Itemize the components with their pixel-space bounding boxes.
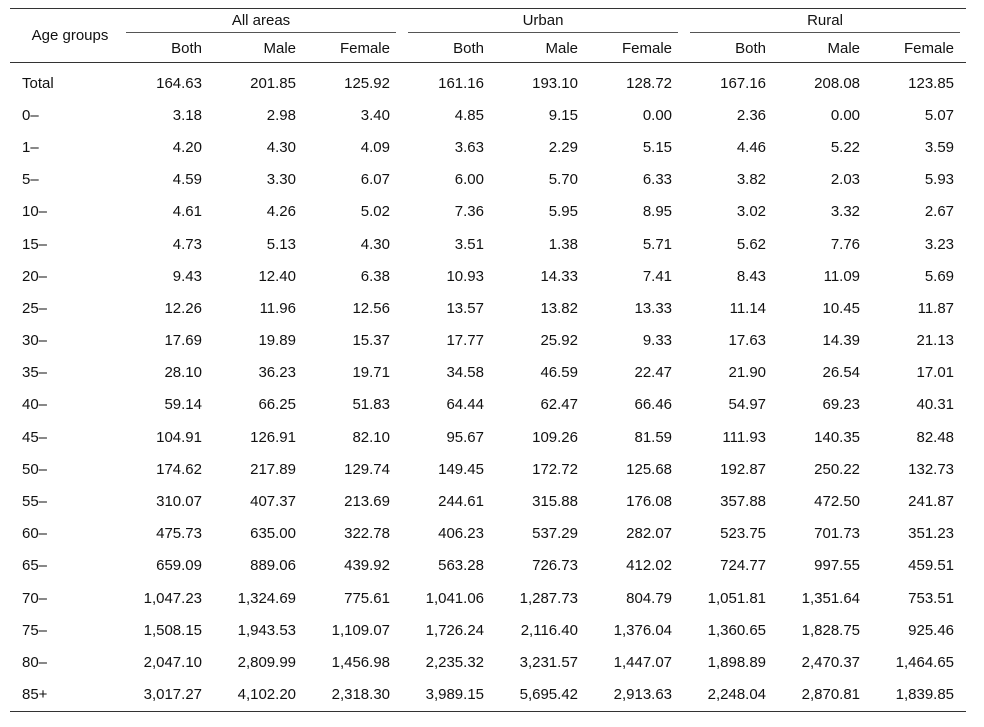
rate-cell: 4.20 xyxy=(172,138,202,156)
rate-cell: 176.08 xyxy=(626,493,673,511)
table-row xyxy=(10,357,966,389)
rate-cell: 4.85 xyxy=(454,106,484,124)
table-row xyxy=(10,582,966,614)
age-group-cell: 60– xyxy=(22,525,48,543)
rate-cell: 1,898.89 xyxy=(707,653,767,671)
rate-cell: 13.82 xyxy=(540,299,578,317)
age-group-cell: 75– xyxy=(22,621,48,639)
rate-cell: 5.69 xyxy=(924,267,955,285)
group-header-all-areas xyxy=(120,9,402,36)
age-group-cell: 30– xyxy=(22,332,48,350)
rate-cell: 7.36 xyxy=(454,203,484,221)
rate-cell: 659.09 xyxy=(156,557,202,575)
subcolumn-header-row xyxy=(10,35,966,63)
rate-cell: 459.51 xyxy=(908,557,955,575)
table-row xyxy=(10,164,966,196)
rate-cell: 1.38 xyxy=(548,235,578,253)
rate-cell: 537.29 xyxy=(532,525,578,543)
rate-cell: 193.10 xyxy=(532,74,578,92)
rate-cell: 2,470.37 xyxy=(801,653,861,671)
table-row xyxy=(10,99,966,131)
rate-cell: 5.07 xyxy=(924,106,955,124)
data-table-container xyxy=(10,8,966,712)
rate-cell: 2,047.10 xyxy=(143,653,202,671)
rate-cell: 167.16 xyxy=(720,74,767,92)
rate-cell: 5.22 xyxy=(830,138,861,156)
rate-cell: 1,109.07 xyxy=(331,621,390,639)
rate-cell: 3.18 xyxy=(172,106,202,124)
rate-cell: 3.23 xyxy=(924,235,955,253)
table-row xyxy=(10,325,966,357)
rate-cell: 149.45 xyxy=(438,460,484,478)
rate-cell: 5.02 xyxy=(360,203,390,221)
rate-cell: 8.43 xyxy=(736,267,767,285)
rate-cell: 1,324.69 xyxy=(237,589,296,607)
rate-cell: 6.00 xyxy=(454,171,484,189)
rate-cell: 59.14 xyxy=(164,396,202,414)
rate-cell: 132.73 xyxy=(908,460,955,478)
rate-cell: 5.71 xyxy=(642,235,673,253)
rate-cell: 5.15 xyxy=(642,138,673,156)
age-group-cell: 1– xyxy=(22,138,39,156)
rate-cell: 1,456.98 xyxy=(331,653,390,671)
table-row xyxy=(10,196,966,228)
rate-cell: 925.46 xyxy=(908,621,955,639)
rate-cell: 2,870.81 xyxy=(778,679,872,712)
rate-cell: 322.78 xyxy=(344,525,390,543)
age-group-cell: 80– xyxy=(22,653,48,671)
rate-cell: 2,318.30 xyxy=(308,679,402,712)
rate-cell: 11.14 xyxy=(729,299,767,317)
rate-cell: 406.23 xyxy=(438,525,484,543)
rate-cell: 3,231.57 xyxy=(519,653,578,671)
rate-cell: 17.69 xyxy=(164,332,202,350)
age-group-cell: 35– xyxy=(22,364,48,382)
rate-cell: 69.23 xyxy=(822,396,861,414)
rate-cell: 351.23 xyxy=(908,525,955,543)
rate-cell: 3.59 xyxy=(924,138,955,156)
rate-cell: 81.59 xyxy=(634,428,673,446)
rate-cell: 1,828.75 xyxy=(801,621,861,639)
rate-cell: 1,464.65 xyxy=(895,653,955,671)
rate-cell: 40.31 xyxy=(916,396,955,414)
table-row xyxy=(10,260,966,292)
rate-cell: 775.61 xyxy=(344,589,390,607)
rate-cell: 192.87 xyxy=(720,460,767,478)
table-row xyxy=(10,63,966,100)
rate-cell: 9.43 xyxy=(172,267,202,285)
rate-cell: 4.30 xyxy=(360,235,390,253)
rate-cell: 19.89 xyxy=(258,332,296,350)
rate-cell: 172.72 xyxy=(532,460,578,478)
subcolumn-header: Male xyxy=(496,35,590,63)
rate-cell: 8.95 xyxy=(642,203,673,221)
age-groups-header: Age groups xyxy=(10,9,120,63)
rate-cell: 4.26 xyxy=(266,203,296,221)
subcolumn-header: Both xyxy=(402,35,496,63)
table-row xyxy=(10,228,966,260)
rate-cell: 726.73 xyxy=(532,557,578,575)
rate-cell: 2.36 xyxy=(736,106,767,124)
rate-cell: 34.58 xyxy=(446,364,484,382)
rate-cell: 5.70 xyxy=(548,171,578,189)
age-group-cell: 70– xyxy=(22,589,48,607)
age-group-cell: Total xyxy=(22,74,54,92)
rate-cell: 17.63 xyxy=(728,332,767,350)
rate-cell: 3.40 xyxy=(360,106,390,124)
rate-cell: 439.92 xyxy=(344,557,390,575)
rate-cell: 28.10 xyxy=(164,364,202,382)
rate-cell: 3.30 xyxy=(266,171,296,189)
rate-cell: 62.47 xyxy=(540,396,578,414)
rate-cell: 82.10 xyxy=(352,428,390,446)
rate-cell: 11.87 xyxy=(917,299,955,317)
table-row xyxy=(10,679,966,712)
rate-cell: 201.85 xyxy=(250,74,296,92)
rate-cell: 13.33 xyxy=(634,299,673,317)
rate-cell: 7.76 xyxy=(830,235,861,253)
rate-cell: 64.44 xyxy=(446,396,484,414)
rate-cell: 21.90 xyxy=(728,364,767,382)
rate-cell: 5.95 xyxy=(548,203,578,221)
rate-cell: 161.16 xyxy=(438,74,484,92)
age-group-cell: 5– xyxy=(22,171,39,189)
rate-cell: 889.06 xyxy=(250,557,296,575)
rate-cell: 6.07 xyxy=(360,171,390,189)
age-group-cell: 20– xyxy=(22,267,48,285)
rate-cell: 5.93 xyxy=(924,171,955,189)
rate-cell: 129.74 xyxy=(344,460,390,478)
rate-cell: 4.30 xyxy=(266,138,296,156)
rate-cell: 66.25 xyxy=(258,396,296,414)
rate-cell: 4.73 xyxy=(172,235,202,253)
rate-cell: 12.56 xyxy=(352,299,390,317)
rate-cell: 104.91 xyxy=(156,428,202,446)
rate-cell: 407.37 xyxy=(250,493,296,511)
group-header-row xyxy=(10,9,966,36)
rate-cell: 250.22 xyxy=(814,460,861,478)
table-row xyxy=(10,518,966,550)
rate-cell: 753.51 xyxy=(908,589,955,607)
rate-cell: 66.46 xyxy=(634,396,673,414)
rate-cell: 126.91 xyxy=(250,428,296,446)
group-header-label: All areas xyxy=(126,12,396,33)
rate-cell: 2.98 xyxy=(266,106,296,124)
rate-cell: 1,508.15 xyxy=(143,621,202,639)
rate-cell: 310.07 xyxy=(156,493,202,511)
rate-cell: 3.82 xyxy=(736,171,767,189)
rate-cell: 724.77 xyxy=(720,557,767,575)
age-group-cell: 40– xyxy=(22,396,48,414)
rate-cell: 10.45 xyxy=(822,299,861,317)
rate-cell: 36.23 xyxy=(258,364,296,382)
rate-cell: 109.26 xyxy=(532,428,578,446)
rate-cell: 14.33 xyxy=(540,267,578,285)
rate-cell: 13.57 xyxy=(446,299,484,317)
subcolumn-header: Female xyxy=(872,35,966,63)
rate-cell: 5.13 xyxy=(266,235,296,253)
rate-cell: 701.73 xyxy=(814,525,861,543)
mortality-rate-table xyxy=(10,8,966,712)
rate-cell: 26.54 xyxy=(822,364,861,382)
rate-cell: 46.59 xyxy=(540,364,578,382)
rate-cell: 523.75 xyxy=(720,525,767,543)
rate-cell: 2,809.99 xyxy=(237,653,296,671)
rate-cell: 11.09 xyxy=(823,267,861,285)
table-row xyxy=(10,614,966,646)
rate-cell: 804.79 xyxy=(626,589,673,607)
rate-cell: 244.61 xyxy=(438,493,484,511)
rate-cell: 1,726.24 xyxy=(425,621,484,639)
age-group-cell: 85+ xyxy=(10,679,120,712)
rate-cell: 241.87 xyxy=(908,493,955,511)
rate-cell: 2,248.04 xyxy=(684,679,778,712)
rate-cell: 0.00 xyxy=(830,106,861,124)
rate-cell: 3.51 xyxy=(454,235,484,253)
subcolumn-header: Male xyxy=(778,35,872,63)
table-row xyxy=(10,421,966,453)
rate-cell: 95.67 xyxy=(446,428,484,446)
rate-cell: 2,913.63 xyxy=(590,679,684,712)
rate-cell: 6.38 xyxy=(360,267,390,285)
rate-cell: 3,989.15 xyxy=(402,679,496,712)
age-group-cell: 10– xyxy=(22,203,48,221)
age-group-cell: 25– xyxy=(22,299,48,317)
table-row xyxy=(10,646,966,678)
rate-cell: 472.50 xyxy=(814,493,861,511)
rate-cell: 6.33 xyxy=(642,171,673,189)
rate-cell: 635.00 xyxy=(250,525,296,543)
rate-cell: 563.28 xyxy=(438,557,484,575)
subcolumn-header: Female xyxy=(590,35,684,63)
rate-cell: 1,360.65 xyxy=(707,621,767,639)
rate-cell: 2,116.40 xyxy=(520,621,578,639)
rate-cell: 1,943.53 xyxy=(237,621,296,639)
rate-cell: 3.63 xyxy=(454,138,484,156)
rate-cell: 0.00 xyxy=(642,106,673,124)
group-header-urban xyxy=(402,9,684,36)
rate-cell: 3.02 xyxy=(736,203,767,221)
rate-cell: 5,695.42 xyxy=(496,679,590,712)
rate-cell: 315.88 xyxy=(532,493,578,511)
group-header-label: Urban xyxy=(408,12,678,33)
rate-cell: 282.07 xyxy=(626,525,673,543)
age-group-cell: 45– xyxy=(22,428,48,446)
rate-cell: 4.46 xyxy=(736,138,767,156)
rate-cell: 140.35 xyxy=(814,428,861,446)
rate-cell: 128.72 xyxy=(626,74,673,92)
rate-cell: 19.71 xyxy=(352,364,390,382)
rate-cell: 2,235.32 xyxy=(425,653,484,671)
table-row xyxy=(10,550,966,582)
subcolumn-header: Both xyxy=(120,35,214,63)
rate-cell: 125.92 xyxy=(344,74,390,92)
rate-cell: 5.62 xyxy=(736,235,767,253)
rate-cell: 3.32 xyxy=(830,203,861,221)
rate-cell: 217.89 xyxy=(250,460,296,478)
group-header-label: Rural xyxy=(690,12,960,33)
rate-cell: 9.33 xyxy=(642,332,673,350)
rate-cell: 208.08 xyxy=(814,74,861,92)
rate-cell: 17.01 xyxy=(916,364,955,382)
rate-cell: 1,047.23 xyxy=(143,589,202,607)
rate-cell: 17.77 xyxy=(446,332,484,350)
rate-cell: 164.63 xyxy=(156,74,202,92)
age-group-cell: 15– xyxy=(22,235,48,253)
rate-cell: 1,376.04 xyxy=(613,621,673,639)
rate-cell: 1,839.85 xyxy=(872,679,966,712)
group-header-rural xyxy=(684,9,966,36)
age-group-cell: 65– xyxy=(22,557,48,575)
table-row xyxy=(10,485,966,517)
rate-cell: 21.13 xyxy=(916,332,955,350)
rate-cell: 2.67 xyxy=(924,203,955,221)
rate-cell: 54.97 xyxy=(728,396,767,414)
rate-cell: 4,102.20 xyxy=(214,679,308,712)
rate-cell: 4.59 xyxy=(172,171,202,189)
rate-cell: 51.83 xyxy=(352,396,390,414)
table-row xyxy=(10,292,966,324)
rate-cell: 2.29 xyxy=(548,138,578,156)
age-group-cell: 50– xyxy=(22,460,48,478)
rate-cell: 7.41 xyxy=(642,267,673,285)
rate-cell: 10.93 xyxy=(446,267,484,285)
age-group-cell: 55– xyxy=(22,493,48,511)
table-body xyxy=(10,63,966,712)
table-row xyxy=(10,131,966,163)
rate-cell: 125.68 xyxy=(626,460,673,478)
table-row xyxy=(10,453,966,485)
rate-cell: 1,041.06 xyxy=(425,589,484,607)
rate-cell: 14.39 xyxy=(822,332,861,350)
subcolumn-header: Both xyxy=(684,35,778,63)
subcolumn-header: Male xyxy=(214,35,308,63)
table-header xyxy=(10,9,966,63)
rate-cell: 174.62 xyxy=(156,460,202,478)
rate-cell: 213.69 xyxy=(344,493,390,511)
rate-cell: 1,351.64 xyxy=(801,589,861,607)
rate-cell: 12.40 xyxy=(258,267,296,285)
rate-cell: 9.15 xyxy=(548,106,578,124)
rate-cell: 111.93 xyxy=(722,428,767,446)
rate-cell: 22.47 xyxy=(634,364,673,382)
subcolumn-header: Female xyxy=(308,35,402,63)
rate-cell: 475.73 xyxy=(156,525,202,543)
rate-cell: 25.92 xyxy=(540,332,578,350)
rate-cell: 1,051.81 xyxy=(707,589,767,607)
rate-cell: 412.02 xyxy=(626,557,673,575)
rate-cell: 15.37 xyxy=(352,332,390,350)
rate-cell: 1,287.73 xyxy=(519,589,578,607)
rate-cell: 4.09 xyxy=(360,138,390,156)
table-row xyxy=(10,389,966,421)
rate-cell: 82.48 xyxy=(916,428,955,446)
rate-cell: 997.55 xyxy=(814,557,861,575)
rate-cell: 12.26 xyxy=(164,299,202,317)
rate-cell: 11.96 xyxy=(259,299,296,317)
rate-cell: 2.03 xyxy=(830,171,861,189)
rate-cell: 3,017.27 xyxy=(120,679,214,712)
rate-cell: 4.61 xyxy=(172,203,202,221)
rate-cell: 123.85 xyxy=(908,74,955,92)
rate-cell: 1,447.07 xyxy=(613,653,673,671)
age-group-cell: 0– xyxy=(22,106,39,124)
rate-cell: 357.88 xyxy=(720,493,767,511)
